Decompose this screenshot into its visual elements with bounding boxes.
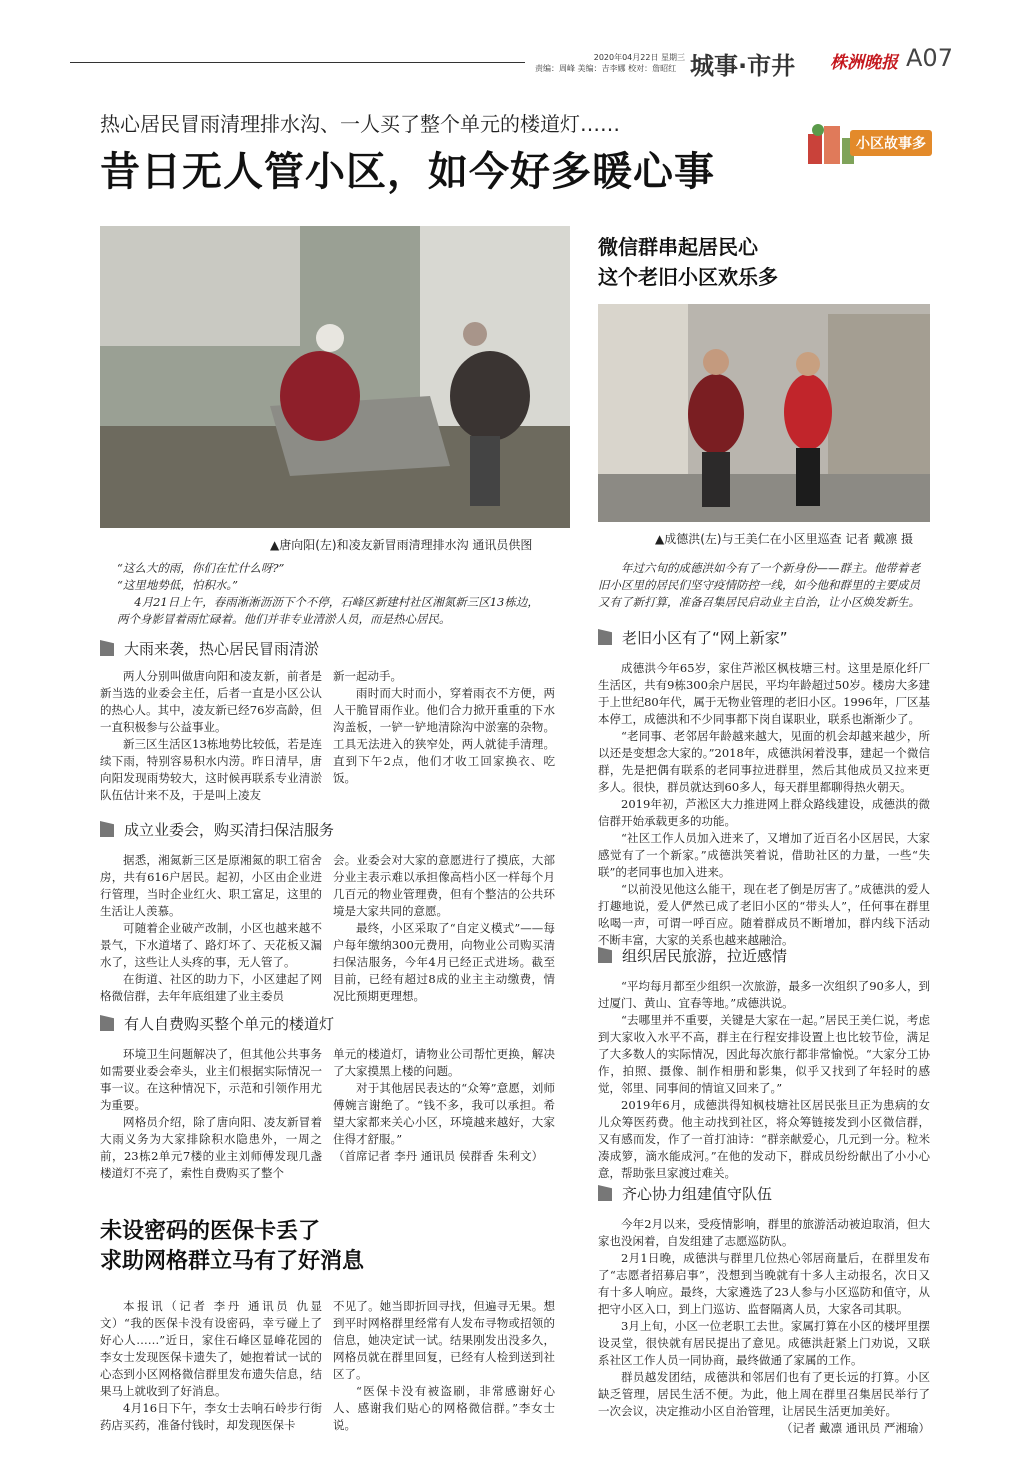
column-badge — [800, 120, 950, 170]
article-column — [100, 1046, 322, 1182]
paragraph: 两人分别叫做唐向阳和凌友新，前者是新当选的业委会主任，后者一直是小区公认的热心人。其中，凌友新已经76岁高龄，但一直积极参与公益事业。 — [100, 669, 322, 734]
section-heading — [598, 626, 788, 648]
kicker: 热心居民冒雨清理排水沟、一人买了整个单元的楼道灯…… — [100, 112, 620, 136]
page-number: A07 — [906, 44, 953, 72]
photo-patrol — [598, 304, 930, 522]
article-column — [598, 660, 930, 949]
paragraph: 据悉，湘氮新三区是原湘氮的职工宿舍房，共有616户居民。起初，小区由企业进行管理，当时企业红火、职工富足，这里的生活让人羡慕。 — [100, 853, 322, 918]
article-column — [598, 1216, 930, 1437]
editors-line: 责编：周峰 美编：吉李娜 校对：詹昭红 — [535, 64, 677, 73]
paragraph: 新一起动手。 — [333, 669, 402, 683]
paragraph: 在街道、社区的助力下，小区建起了网格微信群，去年年底组建了业主委员 — [100, 972, 322, 1003]
main-headline: 昔日无人管小区，如今好多暖心事 — [100, 149, 715, 195]
badge-label: 小区故事多 — [850, 130, 932, 156]
paragraph: 群员越发团结，成德洪和邻居们也有了更长远的打算。小区缺乏管理，居民生活不便。为此，他上周在群里召集居民举行了一次会议，决定推动小区自治管理，让居民生活更加美好。 — [598, 1370, 930, 1418]
photo-illustration — [598, 304, 930, 522]
wechat-headline-line1: 微信群串起居民心 — [598, 235, 758, 259]
paragraph: 成德洪今年65岁，家住芦淞区枫枝塘三村。这里是原化纤厂生活区，共有9栋300余户居民，平均年龄超过50岁。楼房大多建于上世纪80年代，属于无物业管理的老旧小区。1996年，厂区基本停工，成德洪和不少同事都下岗自谋职业，联系也渐渐少了。 — [598, 661, 930, 726]
section-marker-icon — [598, 1185, 612, 1201]
article-column — [333, 1046, 555, 1165]
section-title: 组织居民旅游，拉近感情 — [622, 946, 788, 965]
section-marker-icon — [100, 1015, 114, 1031]
lead-line: 4月21日上午，春雨淅淅沥沥下个不停，石峰区新建村社区湘氮新三区13栋边，两个身影冒着雨忙碌着。他们并非专业清淤人员，而是热心居民。 — [117, 595, 539, 626]
article-column — [100, 852, 322, 1005]
section-heading — [598, 1182, 772, 1204]
paragraph: “去哪里并不重要，关键是大家在一起。”居民王美仁说，考虑到大家收入水平不高，群主在行程安排设置上也比较节俭，满足了大多数人的实际情况，因此每次旅行都非常愉悦。“大家分工协作，拍照、摄像、制作相册和影集，似乎又找到了年轻时的感觉，邻里、同事间的情谊又回来了。” — [598, 1013, 930, 1095]
section-heading — [100, 1012, 334, 1034]
paragraph: 4月16日下午，李女士去响石岭步行街药店买药，准备付钱时，却发现医保卡 — [100, 1401, 322, 1432]
paragraph: 最终，小区采取了“自定义模式”——每户每年缴纳300元费用，向物业公司购买清扫保洁服务，今年4月已经正式进场。截至目前，已经有超过8成的业主主动缴费，情况比预期更理想。 — [333, 921, 555, 1003]
paragraph: “平均每月都至少组织一次旅游，最多一次组织了90多人，到过厦门、黄山、宜春等地。”成德洪说。 — [598, 979, 930, 1010]
section-marker-icon — [598, 947, 612, 963]
lead-line: “这里地势低，怕积水。” — [117, 578, 239, 592]
medical-headline-line1: 未设密码的医保卡丢了 — [100, 1218, 321, 1244]
paragraph: “老同事、老邻居年龄越来越大，见面的机会却越来越少，所以还是变想念大家的。”2018年，成德洪闲着没事，建起一个微信群，先是把偶有联系的老同事拉进群里，然后其他成员又拉来更多人。很快，群员就达到60多人，每天群里都聊得热火朝天。 — [598, 729, 930, 794]
wechat-lead: 年过六旬的成德洪如今有了一个新身份——群主。他带着老旧小区里的居民们坚守疫情防控一线，如今他和群里的主要成员又有了新打算，准备召集居民启动业主自治，让小区焕发新生。 — [598, 561, 920, 609]
photo-drain-clearing — [100, 226, 570, 528]
paragraph: 环境卫生问题解决了，但其他公共事务如需要业委会牵头，业主们根据实际情况一事一议。在这种情况下，示范和引领作用尤为重要。 — [100, 1047, 322, 1112]
paragraph: 3月上旬，小区一位老职工去世。家属打算在小区的楼坪里摆设灵堂，很快就有居民提出了意见。成德洪赶紧上门劝说，又联系社区工作人员一同协商，最终做通了家属的工作。 — [598, 1319, 930, 1367]
masthead-meta — [535, 52, 685, 74]
paragraph: 不见了。她当即折回寻找，但遍寻无果。想到平时网格群里经常有人发布寻物或招领的信息，她决定试一试。结果刚发出没多久，网格员就在群里回复，已经有人检到送到社区了。 — [333, 1299, 555, 1381]
section-title: 齐心协力组建值守队伍 — [622, 1184, 773, 1203]
paragraph: 本报讯（记者 李丹 通讯员 仇显文）“我的医保卡没有设密码，幸亏碰上了好心人……”近日，家住石峰区显峰花园的李女士发现医保卡遗失了，她抱着试一试的心态到小区网格微信群里发布遗失信息，结果马上就收到了好消息。 — [100, 1299, 322, 1398]
masthead-rule — [70, 62, 525, 63]
paragraph: “社区工作人员加入进来了，又增加了近百名小区居民，大家感觉有了一个新家。”成德洪笑着说，借助社区的力量，一些“失联”的老同事也加入进来。 — [598, 831, 930, 879]
article-column — [333, 1298, 555, 1434]
article-column — [100, 668, 322, 804]
article-column — [333, 852, 555, 1005]
section-marker-icon — [598, 629, 612, 645]
photo1-caption: ▲唐向阳(左)和凌友新冒雨清理排水沟 通讯员供图 — [270, 538, 533, 552]
paragraph: 新三区生活区13栋地势比较低，若是连续下雨，特别容易积水内涝。昨日清早，唐向阳发现雨势较大，这时候再联系专业清淤队伍估计来不及，于是叫上凌友 — [100, 737, 322, 802]
paragraph: 单元的楼道灯，请物业公司帮忙更换，解决了大家摸黑上楼的问题。 — [333, 1047, 555, 1078]
section-heading — [100, 818, 334, 840]
date-line: 2020年04月22日 星期三 — [593, 53, 685, 62]
paragraph: 网格员介绍，除了唐向阳、凌友新冒着大雨义务为大家排除积水隐患外，一周之前，23栋2单元7楼的业主刘师傅发现几盏楼道灯不亮了，索性自费购买了整个 — [100, 1115, 322, 1180]
wechat-headline-line2: 这个老旧小区欢乐多 — [598, 265, 778, 289]
paragraph: 2019年6月，成德洪得知枫枝塘社区居民张旦正为患病的女儿众筹医药费。他主动找到社区，将众筹链接发到小区微信群，又有感而发，作了一首打油诗：“群亲献爱心，几元到一分。粒米凑成箩，滴水能成河。”在他的发动下，群成员纷纷献出了小小心意，帮助张旦家渡过难关。 — [598, 1098, 930, 1180]
wechat-headline — [598, 232, 778, 292]
article-column — [100, 1298, 322, 1434]
byline: （首席记者 李丹 通讯员 侯群香 朱利文） — [333, 1149, 544, 1163]
paragraph: 2月1日晚，成德洪与群里几位热心邻居商量后，在群里发布了“志愿者招募启事”，没想到当晚就有十多人主动报名，次日又有十多人响应。最终，大家遴选了23人参与小区巡防和值守，从把守小区入口，到上门巡访、监督隔离人员，大家各司其职。 — [598, 1251, 930, 1316]
medical-headline-line2: 求助网格群立马有了好消息 — [100, 1248, 365, 1274]
byline: （记者 戴凛 通讯员 严湘瑜） — [781, 1421, 930, 1435]
lead-line: “这么大的雨，你们在忙什么呀?” — [117, 561, 285, 575]
paragraph: “以前没见他这么能干，现在老了倒是厉害了。”成德洪的爱人打趣地说，爱人俨然已成了老旧小区的“带头人”，任何事在群里吆喝一声，可谓一呼百应。随着群成员不断增加，群内线下活动不断丰富，大家的关系也越来越融洽。 — [598, 882, 930, 947]
section-heading — [100, 637, 319, 659]
section-marker-icon — [100, 640, 114, 656]
paragraph: 2019年初，芦淞区大力推进网上群众路线建设，成德洪的微信群开始承载更多的功能。 — [598, 797, 930, 828]
newspaper-logo: 株洲晚报 — [830, 53, 898, 73]
section-marker-icon — [100, 821, 114, 837]
article-column — [598, 978, 930, 1182]
article-column — [333, 668, 555, 787]
photo2-caption: ▲成德洪(左)与王美仁在小区里巡查 记者 戴凛 摄 — [655, 532, 914, 546]
medical-headline — [100, 1216, 364, 1276]
section-title: 老旧小区有了“网上新家” — [622, 628, 788, 647]
paragraph: 对于其他居民表达的“众筹”意愿，刘师傅婉言谢绝了。“钱不多，我可以承担。希望大家都来关心小区，环境越来越好，大家住得才舒服。” — [333, 1081, 555, 1146]
section-heading — [598, 944, 787, 966]
paragraph: 会。业委会对大家的意愿进行了摸底，大部分业主表示难以承担像高档小区一样每个月几百元的物业管理费，但有个整洁的公共环境是大家共同的意愿。 — [333, 853, 555, 918]
section-title: 有人自费购买整个单元的楼道灯 — [124, 1014, 335, 1033]
paragraph: “医保卡没有被盗刷，非常感谢好心人、感谢我们贴心的网格微信群。”李女士说。 — [333, 1384, 555, 1432]
section-title: 成立业委会，购买清扫保洁服务 — [124, 820, 335, 839]
paragraph: 可随着企业破产改制，小区也越来越不景气，下水道堵了、路灯坏了、天花板又漏水了，这些让人头疼的事，无人管了。 — [100, 921, 322, 969]
main-lead — [117, 560, 547, 628]
paragraph: 雨时而大时而小，穿着雨衣不方便，两人干脆冒雨作业。他们合力掀开重重的下水沟盖板，一铲一铲地清除沟中淤塞的杂物。工具无法进入的狭窄处，两人就徒手清理。直到下午2点，他们才收工回家换衣、吃饭。 — [333, 686, 555, 785]
section-title: 大雨来袭，热心居民冒雨清淤 — [124, 639, 320, 658]
photo-illustration — [100, 226, 570, 528]
section-title: 城事·市井 — [690, 52, 796, 80]
paragraph: 今年2月以来，受疫情影响，群里的旅游活动被迫取消，但大家也没闲着，自发组建了志愿巡防队。 — [598, 1217, 930, 1248]
